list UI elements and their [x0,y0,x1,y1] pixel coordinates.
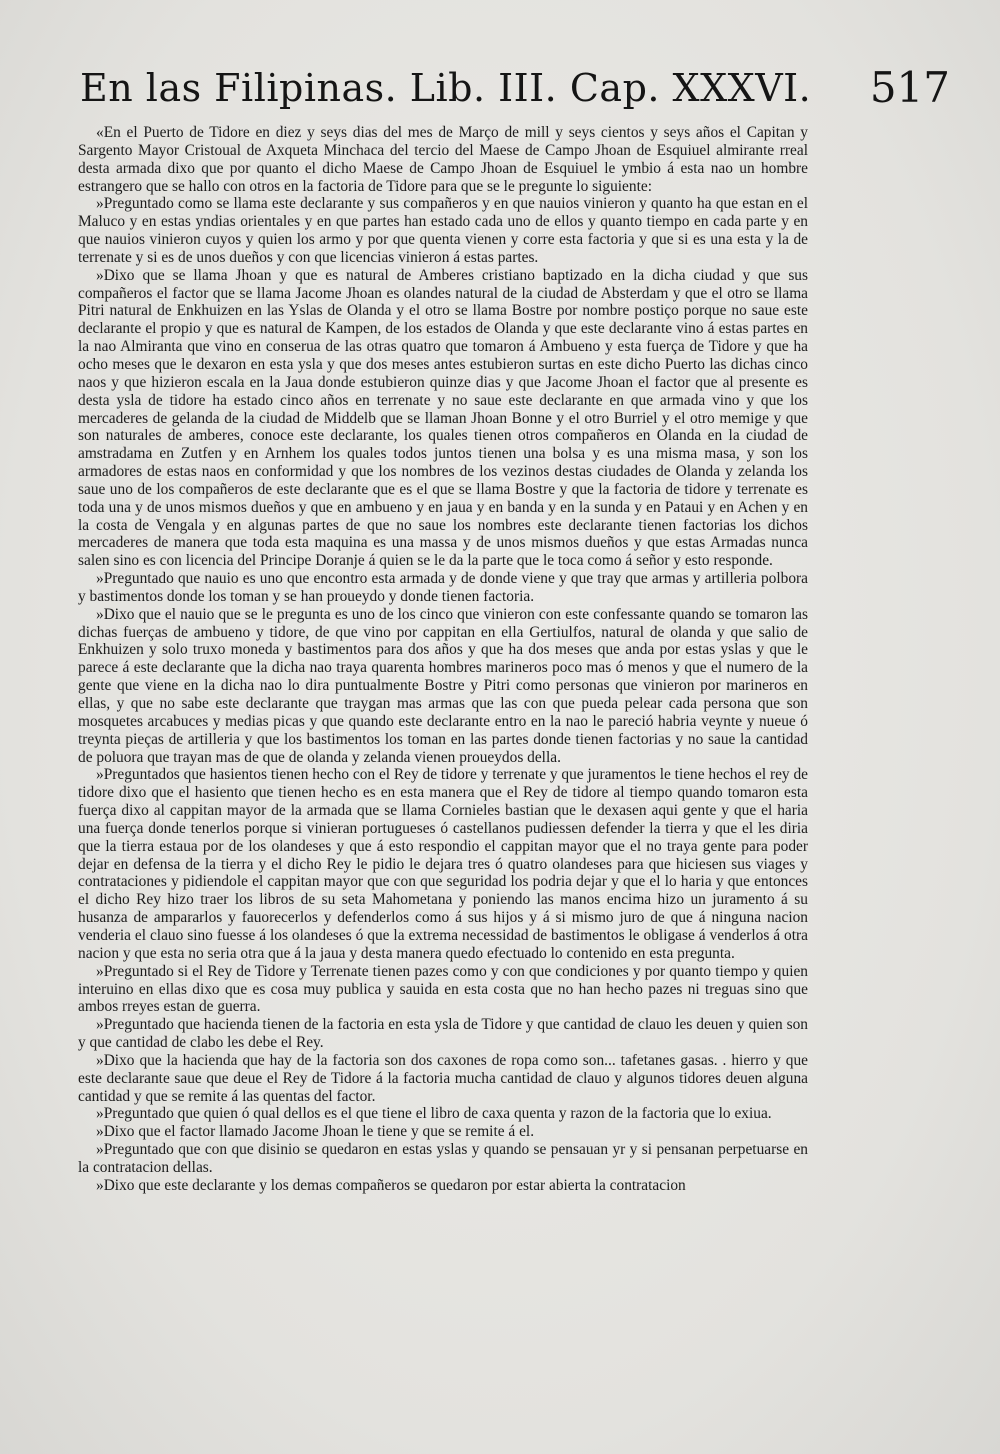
paragraph: »Preguntado que hacienda tienen de la factoria en esta ysla de Tidore y que cantidad de clauo les deuen y quien son y que cantidad de clabo les debe el Rey. [78,1016,808,1052]
running-title: En las Filipinas. Lib. III. Cap. XXXVI. [80,66,812,110]
paragraph: »Preguntados que hasientos tienen hecho con el Rey de tidore y terrenate y que juramentos le tiene hechos el rey de tidore dixo que el hasiento que tienen hecho es en esta manera que el Rey de tidore al tiempo quando tomaron esta fuerça dixo al cappitan mayor de la armada que se llama Cornieles bastian que le dexasen aqui gente y que el haria una fuerça donde tenerlos porque si vinieran portugueses ó castellanos pudiessen defender la tierra y que el les diria que la tierra estaua por de los olandeses y que á esto respondio el cappitan mayor que el no traya gente para poder dejar en defensa de la tierra y el dicho Rey le pidio le dejara tres ó quatro olandeses para que hiciesen sus viages y contrataciones y pidiendole el cappitan mayor que con que seguridad los podria dejar y que el lo haria y que entonces el dicho Rey hizo traer los libros de su seta Mahometana y poniendo las manos encima hizo un juramento á su husanza de ampararlos y fauorecerlos y defenderlos como á sus hijos y á si mismo juro de que á ninguna nacion venderia el clauo sino fuesse á los olandeses ó que la extrema necessidad de bastimentos le obligase á venderlos á otra nacion y que esta no seria otra que á la jaua y desta manera quedo efectuado lo contenido en esta pregunta. [78,766,808,962]
page-header [80,58,950,118]
paragraph: »Dixo que el nauio que se le pregunta es uno de los cinco que vinieron con este confessante quando se tomaron las dichas fuerças de ambueno y tidore, de que vino por cappitan en ella Gertiulfos, natural de olanda y que salio de Enkhuizen y solo truxo moneda y bastimentos para dos años y que ha dos meses que anda por estas yslas y que le parece á este declarante que la dicha nao traya quarenta hombres marineros poco mas ó menos y que el numero de la gente que viene en la dicha nao lo dira puntualmente Bostre y Pitri como personas que vinieron por marineros en ellas, y que no sabe este declarante que traygan mas armas que las con que pueda pelear cada persona que son mosquetes arcabuces y medias picas y que quando este declarante entro en la nao le pareció habria veynte y nueue ó treynta pieças de artilleria y que los bastimentos los toman en las partes donde tienen factorias y no saue la cantidad de poluora que trayan mas de que de olanda y zelanda vienen proueydos della. [78,605,808,766]
page-number: 517 [869,63,950,112]
paragraph: »Preguntado que con que disinio se quedaron en estas yslas y quando se pensauan yr y si pensanan perpetuarse en la contratacion dellas. [78,1141,808,1176]
paragraph: »Dixo que este declarante y los demas compañeros se quedaron por estar abierta la contratacion [96,1176,686,1194]
paragraph: »Dixo que la hacienda que hay de la factoria son dos caxones de ropa como son... tafetanes gasas. . hierro y que este declarante saue que deue el Rey de Tidore á la factoria mucha cantidad de clauo y algunos tidores deuen alguna cantidad y que se remite á las quentas del factor. [78,1051,808,1105]
paragraph: »Dixo que se llama Jhoan y que es natural de Amberes cristiano baptizado en la dicha ciudad y que sus compañeros el factor que se llama Jacome Jhoan es olandes natural de la ciudad de Absterdam y que el otro se llama Pitri natural de Enkhuizen en las Yslas de Olanda y el otro se llama Bostre por nombre postiço porque no saue este declarante el propio y que es natural de Kampen, de los estados de Olanda y que este declarante vino á estas partes en la nao Almiranta que vino en conserua de las otras quatro que tomaron á Ambueno y esta fuerça de Tidore y que ha ocho meses que le dexaron en esta ysla y que dos meses antes estubieron surtas en este dicho Puerto las dichas cinco naos y que hizieron escala en la Jaua donde estubieron quinze dias y que Jacome Jhoan el factor que al presente es desta ysla de tidore ha estado cinco años en terrenate y no saue este declarante en que armada vino y que los mercaderes de gelanda de la ciudad de Middelb que se llaman Jhoan Bonne y el otro Burriel y el otro memige y que son naturales de amberes, conoce este declarante, los quales tienen otros compañeros en Olanda en la ciudad de amstradama en Zutfen y en Arnhem los quales todos juntos tienen una bolsa y es una misma masa, y son los armadores de estas naos en conformidad y que los nombres de los vezinos destas ciudades de Olanda y zelanda los saue uno de los compañeros de este declarante que es el que se llama Bostre y que la factoria de tidore y terrenate es toda una y de unos mismos dueños y que en ambueno y en jaua y en banda y en la sunda y en Pataui y en Achen y en la costa de Vengala y en algunas partes de que no saue los nombres este declarante tienen factorias los dichos mercaderes de manera que toda esta maquina es una massa y de unos mismos dueños y que estas Armadas nunca salen sino es con licencia del Principe Doranje á quien se le da la parte que le toca como á señor y esto responde. [78,266,808,570]
paragraph: »Preguntado que nauio es uno que encontro esta armada y de donde viene y que tray que armas y artilleria polbora y bastimentos donde los toman y se han proueydo y donde tienen factoria. [78,570,808,605]
paragraph: »Dixo que el factor llamado Jacome Jhoan le tiene y que se remite á el. [96,1123,535,1141]
body-text [78,124,808,1195]
paragraph: »Preguntado que quien ó qual dellos es el que tiene el libro de caxa quenta y razon de la factoria que lo exiua. [96,1105,772,1123]
paragraph: »Preguntado como se llama este declarante y sus compañeros y en que nauios vinieron y quanto ha que estan en el Maluco y en estas yndias orientales y en que partes han estado cada uno de ellos y quanto tiempo en cada parte y en que nauios vinieron cuyos y quien los armo y por que quenta vienen y corre esta factoria y que si es una esta y la de terrenate y si es de unos dueños y con que licencias vinieron á estas partes. [78,195,808,266]
paragraph: «En el Puerto de Tidore en diez y seys dias del mes de Março de mill y seys cientos y seys años el Capitan y Sargento Mayor Cristoual de Axqueta Minchaca del tercio del Maese de Campo Jhoan de Esquiuel almirante rreal desta armada dixo que por quanto el dicho Maese de Campo Jhoan de Esquiuel le ymbio á esta nao un hombre estrangero que se hallo con otros en la factoria de Tidore para que se le pregunte lo siguiente: [78,124,808,195]
paragraph: »Preguntado si el Rey de Tidore y Terrenate tienen pazes como y con que condiciones y por quanto tiempo y quien interuino en ellas dixo que es cosa muy publica y sauida en esta costa que no han hecho pazes ni treguas sino que ambos rreyes estan de guerra. [78,962,808,1016]
